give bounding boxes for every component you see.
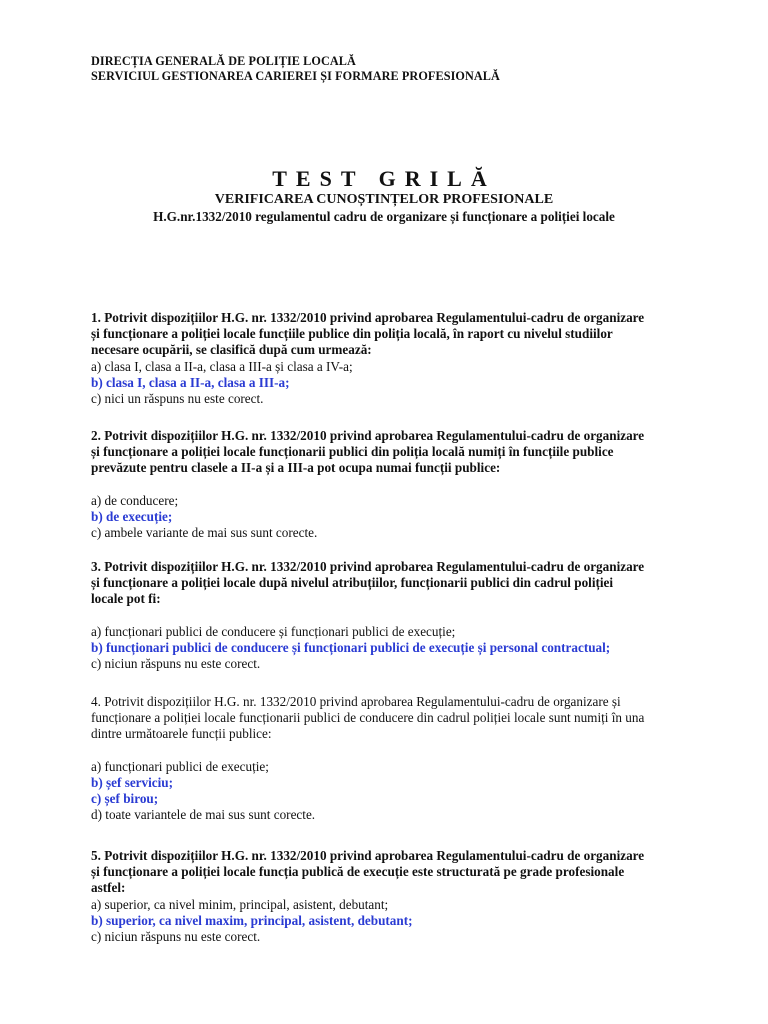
- question-4: [91, 694, 768, 823]
- test-title: TEST GRILĂ: [272, 166, 496, 191]
- answer-option-c-correct: c) șef birou;: [91, 791, 159, 807]
- answer-option-c: c) niciun răspuns nu este corect.: [91, 929, 261, 945]
- test-subtitle: VERIFICAREA CUNOȘTINȚELOR PROFESIONALE: [214, 192, 554, 207]
- answer-option-c: c) niciun răspuns nu este corect.: [91, 656, 261, 672]
- header-line-2: SERVICIUL GESTIONAREA CARIEREI ȘI FORMARE PROFESIONALĂ: [91, 69, 500, 83]
- test-law-reference: H.G.nr.1332/2010 regulamentul cadru de organizare și funcționare a poliției locale: [153, 209, 615, 224]
- answer-option-b-correct: b) șef serviciu;: [91, 774, 174, 790]
- question-5: [91, 848, 768, 945]
- answer-option-b-correct: b) funcționari publici de conducere și funcționari publici de execuție și personal contractual;: [91, 639, 611, 655]
- answer-option-c: c) ambele variante de mai sus sunt corecte.: [91, 525, 318, 541]
- question-stem: 3. Potrivit dispozițiilor H.G. nr. 1332/2010 privind aprobarea Regulamentului-cadru de organizare și funcționare a poliției locale după nivelul atribuțiilor, funcționarii publici din cadrul poliției locale pot fi:: [91, 559, 645, 607]
- spacer: [91, 477, 768, 493]
- spacer: [91, 743, 768, 759]
- document-header: [91, 54, 500, 84]
- question-3: [91, 559, 768, 672]
- answer-option-a: a) superior, ca nivel minim, principal, asistent, debutant;: [91, 896, 389, 912]
- answer-option-c: c) nici un răspuns nu este corect.: [91, 391, 264, 407]
- answer-option-a: a) clasa I, clasa a II-a, clasa a III-a și clasa a IV-a;: [91, 358, 353, 374]
- spacer: [91, 608, 768, 624]
- answer-option-a: a) funcționari publici de execuție;: [91, 758, 269, 774]
- answer-option-a: a) funcționari publici de conducere și funcționari publici de execuție;: [91, 623, 456, 639]
- answer-option-d: d) toate variantele de mai sus sunt corecte.: [91, 807, 316, 823]
- answer-option-b-correct: b) superior, ca nivel maxim, principal, asistent, debutant;: [91, 912, 413, 928]
- answer-option-b-correct: b) de execuție;: [91, 508, 173, 524]
- header-line-1: DIRECȚIA GENERALĂ DE POLIȚIE LOCALĂ: [91, 54, 356, 68]
- answer-option-a: a) de conducere;: [91, 492, 179, 508]
- question-stem: 5. Potrivit dispozițiilor H.G. nr. 1332/2010 privind aprobarea Regulamentului-cadru de organizare și funcționare a poliției locale funcția publică de execuție este structurată pe grade profesionale astfel:: [91, 848, 645, 896]
- question-1: [91, 310, 768, 407]
- answer-option-b-correct: b) clasa I, clasa a II-a, clasa a III-a;: [91, 374, 290, 390]
- question-2: [91, 428, 768, 541]
- question-stem: 1. Potrivit dispozițiilor H.G. nr. 1332/2010 privind aprobarea Regulamentului-cadru de organizare și funcționare a poliției locale funcțiile publice din poliția locală, în raport cu nivelul studiilor necesare ocupării, se clasifică după cum urmează:: [91, 310, 645, 358]
- question-stem: 4. Potrivit dispozițiilor H.G. nr. 1332/2010 privind aprobarea Regulamentului-cadru de organizare și funcționare a poliției locale funcționarii publici de conducere din cadrul poliției locale sunt numiți în una dintre următoarele funcții publice:: [91, 694, 645, 742]
- question-stem: 2. Potrivit dispozițiilor H.G. nr. 1332/2010 privind aprobarea Regulamentului-cadru de organizare și funcționare a poliției locale funcționarii publici din poliția locală numiți în funcțiile publice prevăzute pentru clasele a II-a și a III-a pot ocupa numai funcții publice:: [91, 428, 645, 476]
